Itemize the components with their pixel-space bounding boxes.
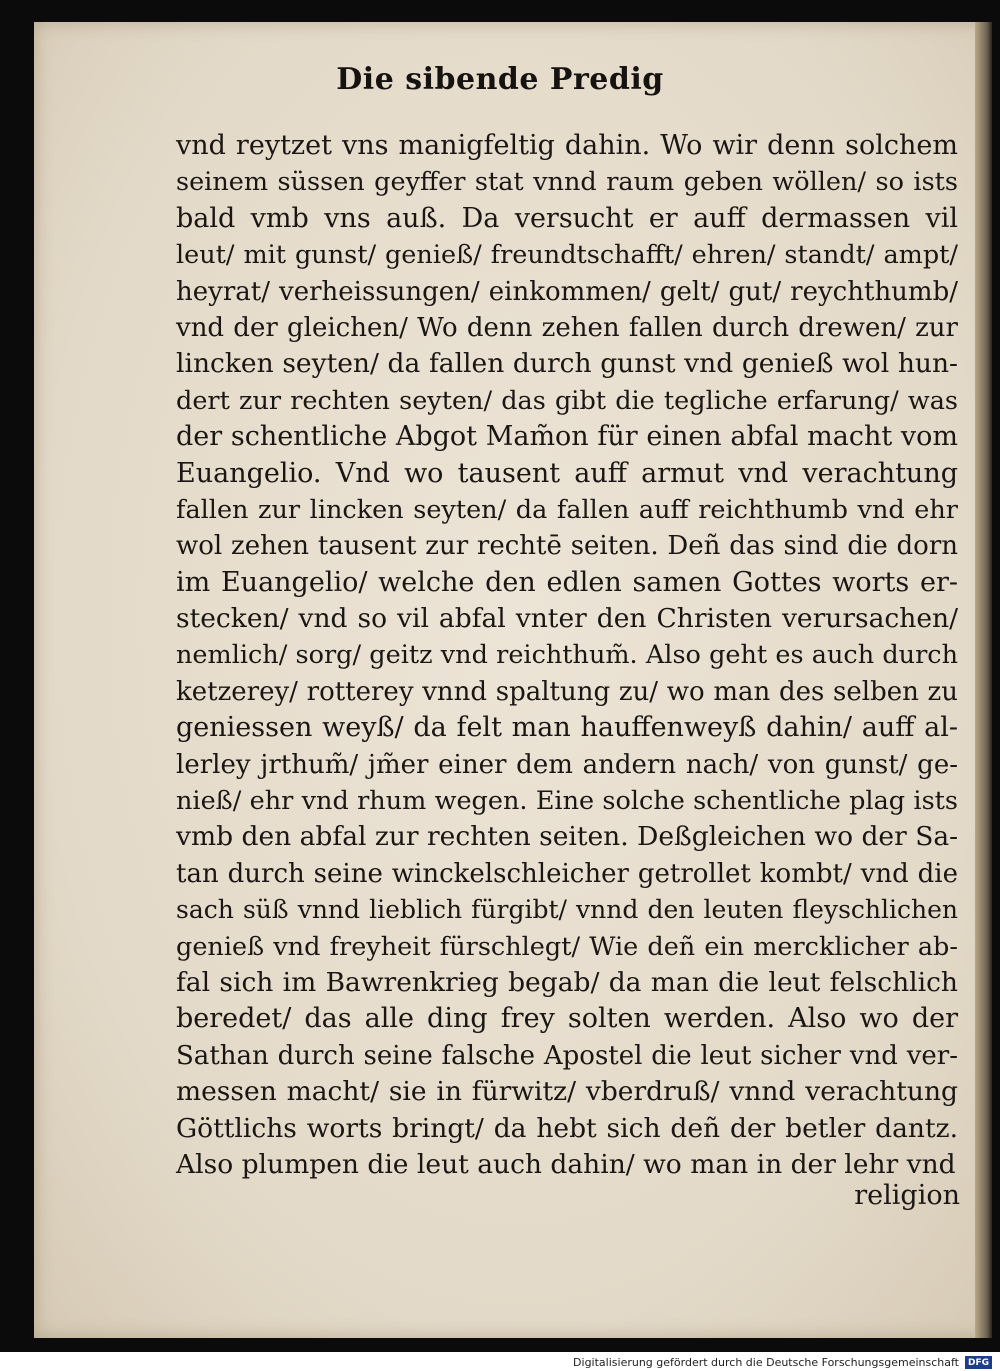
- text-line: vnd reytzet vns manigfeltig dahin. Wo wir denn solchem: [176, 130, 958, 161]
- text-line: Sathan durch seine falsche Apostel die leut sicher vnd ver-: [176, 1040, 958, 1071]
- text-line: vnd der gleichen/ Wo denn zehen fallen durch drewen/ zur: [176, 312, 958, 343]
- text-line: leut/ mit gunst/ genieß/ freundtschafft/ ehren/ standt/ ampt/: [176, 240, 958, 271]
- credit-text: Digitalisierung gefördert durch die Deutsche Forschungsgemeinschaft: [573, 1356, 959, 1369]
- text-line: der schentliche Abgot Mam̃on für einen abfal macht vom: [176, 421, 958, 453]
- text-line: dert zur rechten seyten/ das gibt die tegliche erfarung/ was: [176, 385, 958, 416]
- text-line: geniessen weyß/ da felt man hauffenweyß dahin/ auff al-: [176, 712, 958, 744]
- dfg-logo: DFG: [965, 1356, 992, 1369]
- text-line: ketzerey/ rotterey vnnd spaltung zu/ wo man des selben zu: [176, 676, 958, 707]
- text-line: bald vmb vns auß. Da versucht er auff dermassen vil: [176, 202, 958, 234]
- body-text: [176, 128, 958, 1183]
- text-line: vmb den abfal zur rechten seiten. Deßgleichen wo der Sa-: [176, 821, 959, 853]
- text-line: fal sich im Bawrenkrieg begab/ da man die leut felschlich: [176, 966, 958, 998]
- text-line: lincken seyten/ da fallen durch gunst vnd genieß wol hun-: [176, 348, 958, 380]
- text-line: sach süß vnnd lieblich fürgibt/ vnnd den leuten fleyschlichen: [176, 895, 958, 925]
- text-line: tan durch seine winckelschleicher getrollet kombt/ vnd die: [176, 858, 958, 889]
- text-line: Euangelio. Vnd wo tausent auff armut vnd verachtung: [176, 457, 958, 489]
- page-spine-edge: [975, 22, 992, 1338]
- text-line: Also plumpen die leut auch dahin/ wo man in der lehr vnd: [176, 1148, 956, 1180]
- text-line: fallen zur lincken seyten/ da fallen auff reichthumb vnd ehr: [176, 494, 958, 525]
- text-line: nemlich/ sorg/ geitz vnd reichthum̃. Also geht es auch durch: [176, 640, 958, 671]
- text-line: messen macht/ sie in fürwitz/ vberdruß/ vnnd verachtung: [176, 1076, 958, 1108]
- text-line: heyrat/ verheissungen/ einkommen/ gelt/ gut/ reychthumb/: [176, 276, 958, 307]
- text-line: seinem süssen geyffer stat vnnd raum geben wöllen/ so ists: [176, 167, 958, 198]
- text-line: Göttlichs worts bringt/ da hebt sich deñ der betler dantz.: [176, 1112, 958, 1144]
- catchword: religion: [854, 1180, 960, 1211]
- text-line: im Euangelio/ welche den edlen samen Gottes worts er-: [176, 566, 958, 598]
- running-head: Die sibende Predig: [336, 62, 664, 97]
- text-line: nieß/ ehr vnd rhum wegen. Eine solche schentliche plag ists: [176, 786, 958, 817]
- text-line: stecken/ vnd so vil abfal vnter den Christen verursachen/: [176, 603, 958, 635]
- text-line: wol zehen tausent zur rechtē seiten. Deñ das sind die dorn: [176, 531, 958, 562]
- text-line: genieß vnd freyheit fürschlegt/ Wie deñ ein mercklicher ab-: [176, 931, 958, 962]
- text-line: lerley jrthum̃/ jm̃er einer dem andern nach/ von gunst/ ge-: [176, 749, 958, 780]
- digitization-credit: [573, 1354, 992, 1371]
- text-line: beredet/ das alle ding frey solten werden. Also wo der: [176, 1003, 958, 1035]
